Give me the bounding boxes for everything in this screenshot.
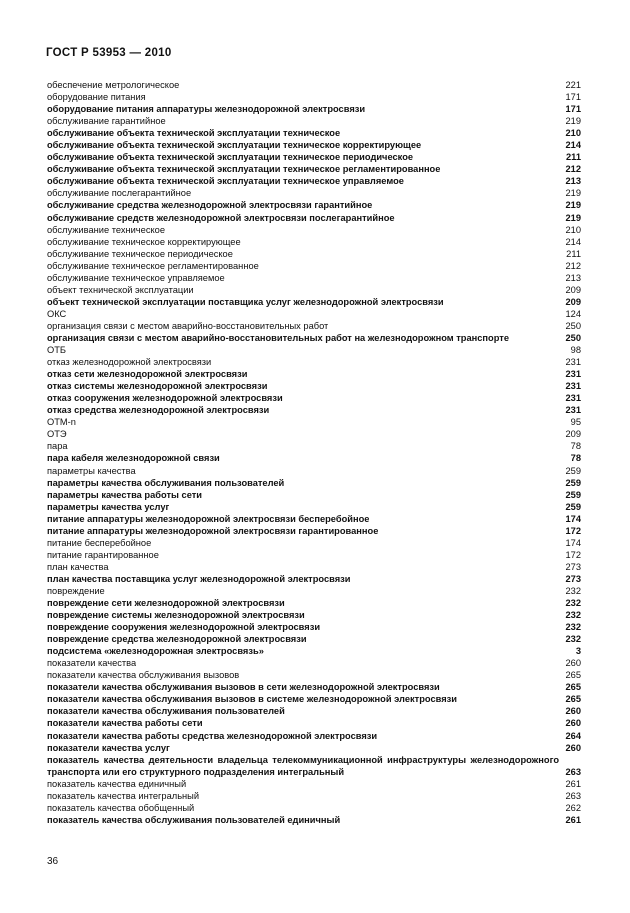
document-header: ГОСТ Р 53953 — 2010 [46,47,172,59]
index-entry [47,489,581,501]
index-page-ref: 262 [565,802,581,813]
index-page-ref: 260 [565,706,581,717]
index-term: повреждение сооружения железнодорожной электросвязи [47,622,321,633]
index-page-ref: 219 [565,200,581,211]
index-entry [47,236,581,248]
index-page-ref: 212 [565,260,581,271]
index-entry [47,260,581,272]
index-term: обслуживание объекта технической эксплуатации техническое [47,128,341,139]
index-page-ref: 98 [570,345,581,356]
index-page-ref: 219 [565,116,581,127]
index-term: подсистема «железнодорожная электросвязь» [47,646,264,657]
index-page-ref: 209 [565,284,581,295]
index-term: ОТМ-n [47,417,76,428]
index-entry [47,91,581,103]
index-term: план качества поставщика услуг железнодорожной электросвязи [47,573,351,584]
index-term: отказ железнодорожной электросвязи [47,357,212,368]
index-term: обслуживание техническое регламентированное [47,260,259,271]
index-page-ref: 219 [565,188,581,199]
index-entry [47,272,581,284]
index-entry [47,452,581,464]
page-number: 36 [47,856,59,867]
index-term: отказ системы железнодорожной электросвязи [47,381,268,392]
index-term: показатель качества деятельности владельца телекоммуникационной инфраструктуры железнодорожного транспорта или его структурного подразделения интегральный [47,754,559,777]
index-page-ref: 231 [565,393,581,404]
index-page-ref: 221 [565,80,581,90]
index-page-ref: 265 [565,682,581,693]
index-page-ref: 231 [565,405,581,416]
index-entry [47,428,581,440]
index-term: пара [47,441,68,452]
index-term: обслуживание объекта технической эксплуатации техническое регламентированное [47,164,441,175]
index-entry [47,681,581,693]
index-entry [47,477,581,489]
index-term: объект технической эксплуатации [47,284,194,295]
index-entry [47,332,581,344]
index-entry [47,633,581,645]
index-entry [47,742,581,754]
index-term: показатели качества обслуживания вызовов в системе железнодорожной электросвязи [47,694,457,705]
index-term: отказ сооружения железнодорожной электросвязи [47,393,283,404]
index-entry [47,730,581,742]
index-entry [47,778,581,790]
index-entry [47,320,581,332]
index-entry [47,175,581,187]
index-page-ref: 232 [565,634,581,645]
index-entry [47,248,581,260]
index-page-ref: 264 [565,730,581,741]
index-term: ОКС [47,308,67,319]
index-term: обслуживание техническое управляемое [47,272,225,283]
index-entry [47,561,581,573]
index-term: параметры качества работы сети [47,489,203,500]
index-term: организация связи с местом аварийно-восстановительных работ на железнодорожном транспорте [47,332,509,343]
index-term: повреждение сети железнодорожной электросвязи [47,598,285,609]
index-page-ref: 231 [565,369,581,380]
index-entry [47,585,581,597]
index-term: объект технической эксплуатации поставщика услуг железнодорожной электросвязи [47,296,444,307]
index-term: обслуживание объекта технической эксплуатации техническое периодическое [47,152,414,163]
index-page-ref: 171 [565,92,581,103]
index-page-ref: 273 [565,561,581,572]
index-term: повреждение [47,585,105,596]
index-page-ref: 265 [565,670,581,681]
index-term: показатель качества интегральный [47,790,200,801]
index-entry [47,609,581,621]
index-term: ОТБ [47,345,67,356]
index-page-ref: 211 [566,152,581,163]
index-page-ref: 95 [570,417,581,428]
index-entry [47,224,581,236]
index-entry [47,525,581,537]
index-entry [47,597,581,609]
index-entry [47,163,581,175]
index-entry [47,151,581,163]
index-page-ref: 259 [565,489,581,500]
index-entry [47,344,581,356]
index-page-ref: 263 [565,790,581,801]
index-entry [47,79,581,91]
index-term: показатели качества работы сети [47,718,203,729]
index-entry [47,802,581,814]
index-term: обслуживание объекта технической эксплуатации техническое управляемое [47,176,404,187]
index-term: обслуживание объекта технической эксплуатации техническое корректирующее [47,140,422,151]
index-entry [47,380,581,392]
index-term: питание аппаратуры железнодорожной электросвязи гарантированное [47,525,379,536]
index-page-ref: 250 [565,320,581,331]
index-term: обслуживание средства железнодорожной электросвязи гарантийное [47,200,373,211]
index-term: показатели качества обслуживания пользователей [47,706,285,717]
index-page-ref: 213 [565,176,581,187]
index-page-ref: 78 [570,453,581,464]
index-term: отказ сети железнодорожной электросвязи [47,369,248,380]
index-entry [47,657,581,669]
index-page-ref: 259 [565,465,581,476]
index-page-ref: 213 [565,272,581,283]
index-term: обслуживание послегарантийное [47,188,192,199]
index-page-ref: 214 [565,236,581,247]
index-page-ref: 78 [570,441,581,452]
index-term: обслуживание техническое периодическое [47,248,233,259]
index-term: показатели качества обслуживания вызовов [47,670,240,681]
index-term: показатели качества услуг [47,742,170,753]
index-entry [47,790,581,802]
index-entry [47,187,581,199]
index-page-ref: 174 [565,513,581,524]
index-page-ref: 260 [565,742,581,753]
index-entry [47,199,581,211]
index-entry [47,814,581,826]
index-term: повреждение средства железнодорожной электросвязи [47,634,307,645]
index-entry [47,513,581,525]
index-entry [47,127,581,139]
index-page-ref: 3 [575,646,581,657]
index-term: параметры качества [47,465,136,476]
index-page-ref: 261 [565,814,581,825]
index-page-ref: 172 [565,549,581,560]
index-entry [47,440,581,452]
index-entry [47,549,581,561]
index-term: ОТЭ [47,429,67,440]
index-page-ref: 265 [565,694,581,705]
index-entry [47,465,581,477]
index-page-ref: 172 [565,525,581,536]
index-term: показатели качества [47,658,137,669]
index-entry [47,284,581,296]
index-page-ref: 214 [565,140,581,151]
index-entry [47,139,581,151]
index-page-ref: 232 [565,610,581,621]
index-page-ref: 231 [565,357,581,368]
index-term: показатель качества единичный [47,778,187,789]
index-page-ref: 211 [566,248,581,259]
index-page-ref: 210 [565,224,581,235]
index-term: параметры качества услуг [47,501,170,512]
index-entry [47,645,581,657]
index-entry [47,115,581,127]
index-entry [47,537,581,549]
index-page-ref: 212 [565,164,581,175]
index-page-ref: 260 [565,658,581,669]
index-page-ref: 209 [565,296,581,307]
index-term: повреждение системы железнодорожной электросвязи [47,610,305,621]
index-term: обслуживание техническое корректирующее [47,236,241,247]
term-index-list [47,79,581,826]
index-entry [47,501,581,513]
index-term: показатель качества обслуживания пользователей единичный [47,814,341,825]
index-term: оборудование питания [47,92,146,103]
index-page-ref: 259 [565,477,581,488]
index-entry [47,717,581,729]
index-entry [47,573,581,585]
index-term: обеспечение метрологическое [47,80,180,90]
index-term: оборудование питания аппаратуры железнодорожной электросвязи [47,104,366,115]
index-term: показатель качества обобщенный [47,802,195,813]
index-entry [47,693,581,705]
index-entry [47,212,581,224]
index-entry [47,669,581,681]
index-term: пара кабеля железнодорожной связи [47,453,220,464]
index-page-ref: 171 [565,104,581,115]
index-term: питание аппаратуры железнодорожной электросвязи бесперебойное [47,513,370,524]
index-entry [47,392,581,404]
index-page-ref: 260 [565,718,581,729]
index-entry [47,416,581,428]
index-page-ref: 232 [565,598,581,609]
index-page-ref: 273 [565,573,581,584]
index-term: обслуживание средств железнодорожной электросвязи послегарантийное [47,212,395,223]
index-entry [47,368,581,380]
index-entry [47,356,581,368]
index-term: обслуживание гарантийное [47,116,166,127]
index-term: питание бесперебойное [47,537,152,548]
index-term: план качества [47,561,109,572]
index-term: параметры качества обслуживания пользователей [47,477,285,488]
index-term: организация связи с местом аварийно-восстановительных работ [47,320,329,331]
index-page-ref: 232 [565,585,581,596]
index-entry [47,296,581,308]
index-page-ref: 263 [565,766,581,777]
index-page-ref: 259 [565,501,581,512]
index-page-ref: 250 [565,332,581,343]
index-entry [47,705,581,717]
index-page-ref: 209 [565,429,581,440]
index-page-ref: 261 [565,778,581,789]
index-entry [47,103,581,115]
index-entry [47,621,581,633]
index-term: питание гарантированное [47,549,159,560]
index-entry [47,308,581,320]
index-page-ref: 219 [565,212,581,223]
index-page-ref: 174 [565,537,581,548]
index-term: отказ средства железнодорожной электросвязи [47,405,270,416]
index-entry [47,404,581,416]
index-term: показатели качества работы средства железнодорожной электросвязи [47,730,378,741]
index-page-ref: 124 [565,308,581,319]
index-term: обслуживание техническое [47,224,165,235]
index-page-ref: 210 [565,128,581,139]
index-page-ref: 232 [565,622,581,633]
index-entry [47,754,581,778]
index-page-ref: 231 [565,381,581,392]
index-term: показатели качества обслуживания вызовов в сети железнодорожной электросвязи [47,682,440,693]
